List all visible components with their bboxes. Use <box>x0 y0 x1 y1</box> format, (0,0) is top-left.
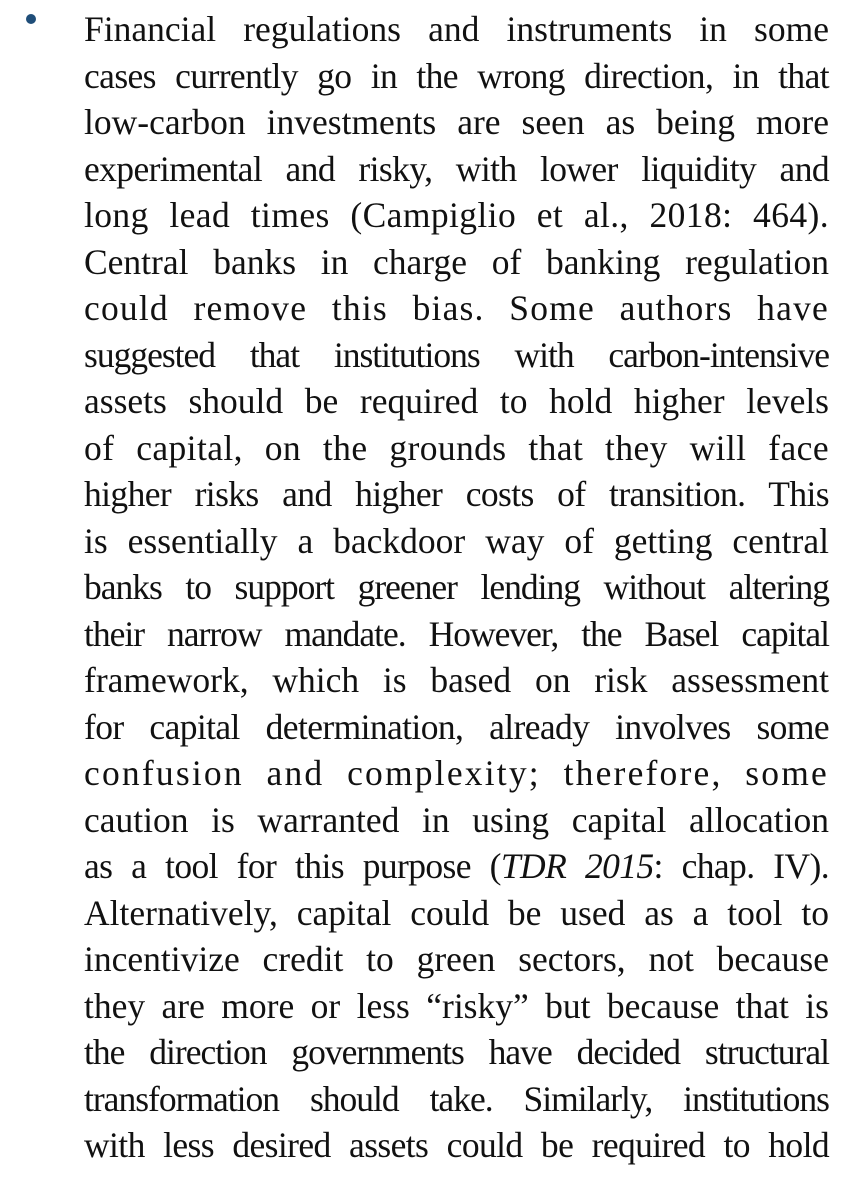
text-line: caution is warranted in using capital allocation <box>84 799 829 840</box>
text-line: is essentially a backdoor way of getting central <box>84 520 829 561</box>
text-line: assets should be required to hold higher levels <box>84 381 829 421</box>
text-line: with less desired assets could be required to hold <box>84 1125 829 1165</box>
text-line: the direction governments have decided structural <box>84 1032 829 1072</box>
text-segment: as a tool for this purpose ( <box>84 846 501 886</box>
text-line: Financial regulations and instruments in some <box>84 9 829 49</box>
text-line: transformation should take. Similarly, institutions <box>84 1078 829 1119</box>
text-line: they are more or less “risky” but because that is <box>84 985 829 1026</box>
text-line: banks to support greener lending without altering <box>84 567 829 607</box>
text-line: framework, which is based on risk assessment <box>84 660 829 700</box>
text-line: incentivize credit to green sectors, not because <box>84 939 829 979</box>
bullet-marker-icon <box>26 14 36 24</box>
text-line: could remove this bias. Some authors have <box>84 288 829 328</box>
text-line: higher risks and higher costs of transition. This <box>84 474 829 514</box>
text-line: cases currently go in the wrong direction, in that <box>84 55 829 96</box>
text-line: experimental and risky, with lower liquidity and <box>84 148 829 189</box>
italic-report-title: TDR 2015 <box>500 846 654 886</box>
text-line: their narrow mandate. However, the Basel capital <box>84 613 829 654</box>
text-line: low-carbon investments are seen as being more <box>84 102 829 142</box>
text-line: of capital, on the grounds that they will face <box>84 427 829 468</box>
text-line: Central banks in charge of banking regulation <box>84 241 829 282</box>
text-segment: : chap. IV). <box>653 846 830 886</box>
text-line: for capital determination, already involves some <box>84 706 829 747</box>
text-line: Alternatively, capital could be used as a tool to <box>84 892 829 933</box>
body-paragraph <box>84 6 829 1169</box>
text-line-with-italic <box>84 843 829 890</box>
text-line: long lead times (Campiglio et al., 2018: 464). <box>84 195 829 235</box>
text-line: suggested that institutions with carbon-intensive <box>84 334 829 375</box>
text-line: confusion and complexity; therefore, some <box>84 753 829 793</box>
